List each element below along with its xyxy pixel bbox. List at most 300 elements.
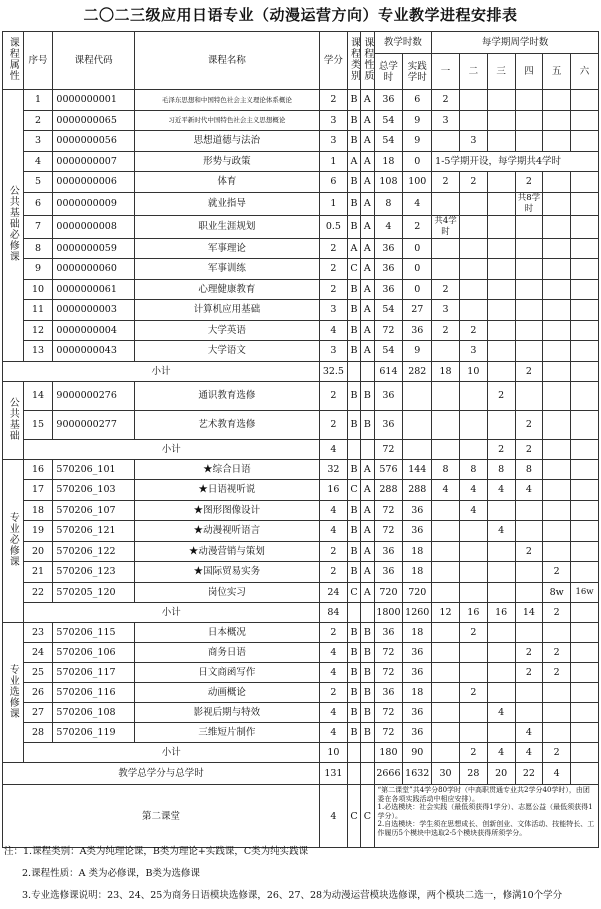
sem-cell xyxy=(432,238,460,259)
course-name: 艺术教育选修 xyxy=(134,410,319,439)
subtotal-label: 小计 xyxy=(3,361,320,381)
practice-hours-cell: 36 xyxy=(403,643,432,663)
sem-cell: 3 xyxy=(432,300,460,321)
header-practice: 实践学时 xyxy=(403,54,432,90)
table-row xyxy=(3,763,599,785)
second-classroom-credit: 4 xyxy=(320,785,348,848)
practice-hours-cell: 0 xyxy=(403,151,432,172)
sem-cell xyxy=(543,623,571,643)
table-row xyxy=(3,663,599,683)
subtotal-sem: 16 xyxy=(459,603,487,623)
total-hours-cell: 54 xyxy=(374,131,403,152)
grand-total-sem: 30 xyxy=(432,763,460,785)
total-hours-cell: 36 xyxy=(374,683,403,703)
nature-cell: A xyxy=(361,279,374,300)
sem-cell xyxy=(571,500,599,521)
sem-cell xyxy=(571,480,599,501)
practice-hours-cell xyxy=(403,410,432,439)
sem-cell xyxy=(571,300,599,321)
seq-cell: 22 xyxy=(23,582,53,603)
sem-cell: 2 xyxy=(459,172,487,193)
course-name: ★动漫营销与策划 xyxy=(134,541,319,562)
header-sem-5: 五 xyxy=(543,54,571,90)
type-cell: A xyxy=(347,151,360,172)
code-cell: 570206_121 xyxy=(53,521,134,542)
section-major-required xyxy=(3,459,24,623)
course-name: ★综合日语 xyxy=(134,459,319,480)
sem-cell xyxy=(459,410,487,439)
code-cell: 570206_101 xyxy=(53,459,134,480)
sem-cell xyxy=(459,110,487,131)
subtotal-sem: 4 xyxy=(487,743,515,763)
sem-cell xyxy=(571,683,599,703)
table-row xyxy=(3,603,599,623)
subtotal-label: 小计 xyxy=(23,603,319,623)
seq-cell: 10 xyxy=(23,279,53,300)
practice-hours-cell xyxy=(403,381,432,410)
credit-cell: 2 xyxy=(320,259,348,280)
subtotal-sem xyxy=(543,439,571,459)
subtotal-practice: 282 xyxy=(403,361,432,381)
credit-cell: 32 xyxy=(320,459,348,480)
second-classroom-nature: C xyxy=(361,785,374,848)
course-name: 通识教育选修 xyxy=(134,381,319,410)
course-name: 三维短片制作 xyxy=(134,723,319,743)
sem-cell: 2 xyxy=(543,562,571,583)
sem-cell xyxy=(543,320,571,341)
sem-cell xyxy=(432,683,460,703)
credit-cell: 3 xyxy=(320,110,348,131)
sem-cell xyxy=(432,723,460,743)
table-row xyxy=(3,683,599,703)
sem-cell xyxy=(487,172,515,193)
sem-cell xyxy=(571,663,599,683)
sem-cell xyxy=(571,562,599,583)
table-row xyxy=(3,562,599,583)
second-classroom-note: “第二课堂”共4学分80学时（中高职贯通专业共2学分40学时），由团委在各项实践活动中相应安排）。 xyxy=(377,786,590,803)
credit-cell: 0.5 xyxy=(320,215,348,238)
sem-cell xyxy=(571,623,599,643)
credit-cell: 4 xyxy=(320,643,348,663)
type-cell: B xyxy=(347,703,360,723)
credit-cell: 3 xyxy=(320,341,348,362)
table-row xyxy=(3,643,599,663)
total-hours-cell: 288 xyxy=(374,480,403,501)
sem-cell: 共4学时 xyxy=(432,215,460,238)
sem-cell xyxy=(487,582,515,603)
subtotal-sem xyxy=(459,439,487,459)
credit-cell: 2 xyxy=(320,238,348,259)
nature-cell: B xyxy=(361,663,374,683)
grand-total-sem: 4 xyxy=(543,763,571,785)
practice-hours-cell: 9 xyxy=(403,341,432,362)
second-classroom-label: 第二课堂 xyxy=(3,785,320,848)
sem-cell: 2 xyxy=(432,279,460,300)
sem-cell xyxy=(459,643,487,663)
sem-cell: 4 xyxy=(487,703,515,723)
seq-cell: 18 xyxy=(23,500,53,521)
sem-cell xyxy=(515,500,543,521)
sem-cell xyxy=(571,172,599,193)
sem-cell xyxy=(459,381,487,410)
table-row xyxy=(3,381,599,410)
sem-cell xyxy=(432,131,460,152)
subtotal-credit: 32.5 xyxy=(320,361,348,381)
subtotal-sem: 2 xyxy=(459,743,487,763)
subtotal-sem: 2 xyxy=(487,439,515,459)
type-cell: C xyxy=(347,582,360,603)
sem-cell xyxy=(571,90,599,111)
code-cell: 0000000009 xyxy=(53,192,134,215)
code-cell: 9000000276 xyxy=(53,381,134,410)
note-3: 3.专业选修课说明：23、24、25为商务日语模块选修课，26、27、28为动漫运营模块选修课，两个模块二选一，修满10个学分 xyxy=(22,890,563,901)
type-cell: B xyxy=(347,459,360,480)
table-row xyxy=(3,192,599,215)
credit-cell: 2 xyxy=(320,410,348,439)
seq-cell: 19 xyxy=(23,521,53,542)
sem-cell xyxy=(432,410,460,439)
subtotal-nature xyxy=(361,361,374,381)
type-cell: B xyxy=(347,300,360,321)
sem-cell xyxy=(543,480,571,501)
course-name: 影视后期与特效 xyxy=(134,703,319,723)
code-cell: 0000000007 xyxy=(53,151,134,172)
type-cell: B xyxy=(347,500,360,521)
header-attr-text: 课程属性 xyxy=(7,37,19,81)
code-cell: 0000000004 xyxy=(53,320,134,341)
subtotal-sem xyxy=(487,361,515,381)
sem-cell xyxy=(459,703,487,723)
type-cell: B xyxy=(347,341,360,362)
header-credit: 学分 xyxy=(320,32,348,90)
header-type-text: 课程类别 xyxy=(348,37,360,81)
total-hours-cell: 720 xyxy=(374,582,403,603)
practice-hours-cell: 36 xyxy=(403,521,432,542)
course-name: 形势与政策 xyxy=(134,151,319,172)
sem-cell xyxy=(432,562,460,583)
subtotal-sem: 2 xyxy=(543,603,571,623)
sem-cell: 4 xyxy=(515,723,543,743)
nature-cell: B xyxy=(361,623,374,643)
sem-cell xyxy=(487,683,515,703)
nature-cell: B xyxy=(361,683,374,703)
sem-cell xyxy=(459,562,487,583)
seq-cell: 11 xyxy=(23,300,53,321)
credit-cell: 4 xyxy=(320,320,348,341)
nature-cell: A xyxy=(361,562,374,583)
table-row xyxy=(3,90,599,111)
table-row xyxy=(3,32,599,54)
note-1: 注：1.课程类别：A类为纯理论课，B类为理论+实践课，C类为纯实践课 xyxy=(4,846,309,857)
sem-cell xyxy=(459,582,487,603)
course-name: 军事训练 xyxy=(134,259,319,280)
course-name: 毛泽东思想和中国特色社会主义理论体系概论 xyxy=(134,90,319,111)
table-row xyxy=(3,582,599,603)
sem-cell: 16w xyxy=(571,582,599,603)
subtotal-type xyxy=(347,439,360,459)
code-cell: 570206_106 xyxy=(53,643,134,663)
seq-cell: 12 xyxy=(23,320,53,341)
semester-note: 1-5学期开设，每学期共4学时 xyxy=(432,151,599,172)
practice-hours-cell: 18 xyxy=(403,541,432,562)
credit-cell: 16 xyxy=(320,480,348,501)
sem-cell xyxy=(571,320,599,341)
second-classroom-note: 2.自选模块：学生须在思想成长、创新创业、文体活动、技能特长、工作履历5个模块中选取2-5个模块获得所须学分。 xyxy=(377,820,595,837)
credit-cell: 4 xyxy=(320,703,348,723)
page-title: 二〇二三级应用日语专业（动漫运营方向）专业教学进程安排表 xyxy=(83,6,518,24)
sem-cell xyxy=(515,320,543,341)
sem-cell xyxy=(571,215,599,238)
code-cell: 0000000008 xyxy=(53,215,134,238)
sem-cell xyxy=(432,259,460,280)
sem-cell xyxy=(515,90,543,111)
sem-cell xyxy=(543,172,571,193)
course-name: 日文商函写作 xyxy=(134,663,319,683)
sem-cell xyxy=(543,459,571,480)
nature-cell: A xyxy=(361,500,374,521)
total-hours-cell: 576 xyxy=(374,459,403,480)
course-name: ★日语视听说 xyxy=(134,480,319,501)
subtotal-sem: 2 xyxy=(543,743,571,763)
seq-cell: 14 xyxy=(23,381,53,410)
second-classroom-type: C xyxy=(347,785,360,848)
sem-cell xyxy=(543,131,571,152)
sem-cell: 4 xyxy=(459,500,487,521)
sem-cell: 2 xyxy=(432,172,460,193)
sem-cell xyxy=(543,90,571,111)
footer-notes xyxy=(4,841,599,907)
code-cell: 0000000060 xyxy=(53,259,134,280)
total-hours-cell: 18 xyxy=(374,151,403,172)
table-row xyxy=(3,361,599,381)
total-hours-cell: 72 xyxy=(374,521,403,542)
sem-cell xyxy=(487,110,515,131)
code-cell: 0000000003 xyxy=(53,300,134,321)
sem-cell: 2 xyxy=(459,683,487,703)
sem-cell: 8 xyxy=(459,459,487,480)
subtotal-type xyxy=(347,603,360,623)
grand-total-nature xyxy=(361,763,374,785)
sem-cell xyxy=(432,643,460,663)
subtotal-type xyxy=(347,361,360,381)
subtotal-sem: 4 xyxy=(515,743,543,763)
sem-cell xyxy=(487,341,515,362)
total-hours-cell: 72 xyxy=(374,663,403,683)
header-sem-2: 二 xyxy=(459,54,487,90)
seq-cell: 23 xyxy=(23,623,53,643)
sem-cell: 共8学时 xyxy=(515,192,543,215)
curriculum-table xyxy=(2,31,599,848)
sem-cell: 2 xyxy=(459,623,487,643)
seq-cell: 7 xyxy=(23,215,53,238)
sem-cell: 2 xyxy=(543,643,571,663)
type-cell: B xyxy=(347,90,360,111)
seq-cell: 9 xyxy=(23,259,53,280)
table-row xyxy=(3,480,599,501)
nature-cell: B xyxy=(361,643,374,663)
sem-cell xyxy=(487,215,515,238)
total-hours-cell: 36 xyxy=(374,623,403,643)
subtotal-sem: 14 xyxy=(515,603,543,623)
nature-cell: A xyxy=(361,131,374,152)
section-public-elective xyxy=(3,381,24,459)
course-name: 职业生涯规划 xyxy=(134,215,319,238)
sem-cell xyxy=(487,410,515,439)
course-name: ★国际贸易实务 xyxy=(134,562,319,583)
nature-cell: A xyxy=(361,215,374,238)
code-cell: 570206_103 xyxy=(53,480,134,501)
code-cell: 0000000043 xyxy=(53,341,134,362)
subtotal-total: 180 xyxy=(374,743,403,763)
total-hours-cell: 8 xyxy=(374,192,403,215)
nature-cell: A xyxy=(361,259,374,280)
total-hours-cell: 54 xyxy=(374,341,403,362)
nature-cell: A xyxy=(361,521,374,542)
header-seq: 序号 xyxy=(23,32,53,90)
credit-cell: 6 xyxy=(320,172,348,193)
sem-cell xyxy=(543,238,571,259)
sem-cell xyxy=(515,131,543,152)
credit-cell: 2 xyxy=(320,279,348,300)
course-name: 习近平新时代中国特色社会主义思想概论 xyxy=(134,110,319,131)
table-row xyxy=(3,541,599,562)
practice-hours-cell: 9 xyxy=(403,131,432,152)
sem-cell xyxy=(571,381,599,410)
code-cell: 570206_107 xyxy=(53,500,134,521)
sem-cell xyxy=(571,238,599,259)
grand-total-sem: 22 xyxy=(515,763,543,785)
code-cell: 570206_116 xyxy=(53,683,134,703)
total-hours-cell: 72 xyxy=(374,723,403,743)
sem-cell xyxy=(459,541,487,562)
course-name: 就业指导 xyxy=(134,192,319,215)
sem-cell xyxy=(543,300,571,321)
practice-hours-cell: 288 xyxy=(403,480,432,501)
code-cell: 0000000061 xyxy=(53,279,134,300)
sem-cell xyxy=(487,259,515,280)
sem-cell xyxy=(571,410,599,439)
sem-cell: 2 xyxy=(459,320,487,341)
sem-cell xyxy=(432,623,460,643)
sem-cell: 4 xyxy=(487,521,515,542)
grand-total-type xyxy=(347,763,360,785)
practice-hours-cell: 0 xyxy=(403,238,432,259)
nature-cell: A xyxy=(361,459,374,480)
header-code: 课程代码 xyxy=(53,32,134,90)
section-public-elective-text: 公共基础 xyxy=(7,396,19,441)
credit-cell: 2 xyxy=(320,381,348,410)
practice-hours-cell: 36 xyxy=(403,663,432,683)
course-name: 大学英语 xyxy=(134,320,319,341)
subtotal-sem: 2 xyxy=(515,439,543,459)
type-cell: B xyxy=(347,541,360,562)
practice-hours-cell: 6 xyxy=(403,90,432,111)
sem-cell: 8 xyxy=(432,459,460,480)
header-sem-6: 六 xyxy=(571,54,599,90)
credit-cell: 3 xyxy=(320,131,348,152)
practice-hours-cell: 36 xyxy=(403,500,432,521)
subtotal-sem xyxy=(432,439,460,459)
nature-cell: A xyxy=(361,238,374,259)
subtotal-total: 614 xyxy=(374,361,403,381)
subtotal-sem xyxy=(543,361,571,381)
subtotal-sem: 12 xyxy=(432,603,460,623)
grand-total-sem: 20 xyxy=(487,763,515,785)
sem-cell xyxy=(432,663,460,683)
subtotal-sem xyxy=(432,743,460,763)
course-name: 动画概论 xyxy=(134,683,319,703)
sem-cell: 2 xyxy=(432,320,460,341)
table-row xyxy=(3,521,599,542)
total-hours-cell: 54 xyxy=(374,300,403,321)
credit-cell: 2 xyxy=(320,90,348,111)
practice-hours-cell: 4 xyxy=(403,192,432,215)
practice-hours-cell: 144 xyxy=(403,459,432,480)
course-name: 岗位实习 xyxy=(134,582,319,603)
sem-cell xyxy=(515,703,543,723)
code-cell: 0000000006 xyxy=(53,172,134,193)
sem-cell xyxy=(571,723,599,743)
type-cell: B xyxy=(347,172,360,193)
sem-cell xyxy=(515,582,543,603)
seq-cell: 28 xyxy=(23,723,53,743)
sem-cell xyxy=(459,215,487,238)
type-cell: B xyxy=(347,521,360,542)
nature-cell: B xyxy=(361,703,374,723)
sem-cell xyxy=(487,320,515,341)
total-hours-cell: 36 xyxy=(374,410,403,439)
type-cell: B xyxy=(347,279,360,300)
total-hours-cell: 72 xyxy=(374,643,403,663)
table-row xyxy=(3,623,599,643)
sem-cell xyxy=(459,238,487,259)
credit-cell: 24 xyxy=(320,582,348,603)
practice-hours-cell: 18 xyxy=(403,562,432,583)
practice-hours-cell: 2 xyxy=(403,215,432,238)
course-name: 商务日语 xyxy=(134,643,319,663)
course-name: 军事理论 xyxy=(134,238,319,259)
sem-cell xyxy=(515,381,543,410)
table-row xyxy=(3,300,599,321)
total-hours-cell: 54 xyxy=(374,110,403,131)
nature-cell: A xyxy=(361,582,374,603)
subtotal-sem xyxy=(571,743,599,763)
sem-cell xyxy=(543,703,571,723)
sem-cell: 3 xyxy=(459,131,487,152)
practice-hours-cell: 18 xyxy=(403,623,432,643)
type-cell: B xyxy=(347,623,360,643)
grand-total-hours: 2666 xyxy=(374,763,403,785)
sem-cell xyxy=(543,381,571,410)
sem-cell xyxy=(432,582,460,603)
sem-cell xyxy=(571,131,599,152)
second-classroom-note: 1.必选模块：社会实践（最低须获得1学分）、志愿公益（最低须获得1学分）。 xyxy=(377,803,593,820)
subtotal-credit: 84 xyxy=(320,603,348,623)
total-hours-cell: 36 xyxy=(374,259,403,280)
grand-total-sem: 28 xyxy=(459,763,487,785)
sem-cell xyxy=(571,643,599,663)
subtotal-sem xyxy=(571,439,599,459)
sem-cell xyxy=(543,500,571,521)
note-2: 2.课程性质：A 类为必修课，B类为选修课 xyxy=(22,868,200,879)
table-row xyxy=(3,703,599,723)
sem-cell: 2 xyxy=(543,663,571,683)
total-hours-cell: 72 xyxy=(374,500,403,521)
table-row xyxy=(3,279,599,300)
sem-cell xyxy=(459,279,487,300)
sem-cell: 2 xyxy=(515,410,543,439)
type-cell: C xyxy=(347,480,360,501)
